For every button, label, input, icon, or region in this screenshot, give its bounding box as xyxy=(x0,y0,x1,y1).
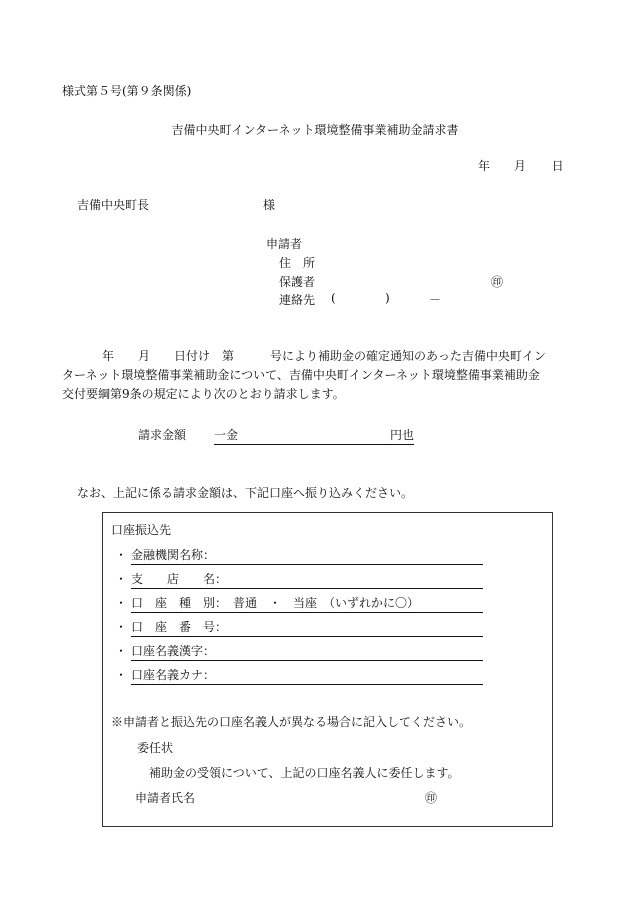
claim-prefix: 一金 xyxy=(214,428,239,442)
branch-field[interactable]: 支 店 名： xyxy=(131,570,483,589)
bullet: ・ xyxy=(115,596,128,610)
account-type-field[interactable]: 口 座 種 別： 普通 ・ 当座 （いずれかに〇） xyxy=(131,594,483,613)
proxy-title: 委任状 xyxy=(137,741,174,755)
applicant-address-row xyxy=(279,254,315,271)
contact-label: 連絡先 xyxy=(279,293,316,307)
bullet: ・ xyxy=(115,548,128,562)
date-line xyxy=(478,157,564,174)
bank-row-holder-kana xyxy=(115,666,216,683)
date-month: 月 xyxy=(513,159,526,173)
bullet: ・ xyxy=(115,572,128,586)
addressee-name: 吉備中央町長 xyxy=(77,198,150,212)
address-label: 住 所 xyxy=(279,256,316,270)
addressee xyxy=(77,196,276,213)
applicant-contact-row xyxy=(279,291,442,308)
body-line-1: 年 月 日付け 第 号により補助金の確定通知のあった吉備中央町イン xyxy=(102,349,546,363)
transfer-notice: なお、上記に係る請求金額は、下記口座へ振り込みください。 xyxy=(77,486,414,500)
body-line-3: 交付要綱第9条の規定により次のとおり請求します。 xyxy=(62,387,345,401)
bullet: ・ xyxy=(115,668,128,682)
claim-amount-row xyxy=(138,426,414,443)
date-day: 日 xyxy=(551,159,564,173)
account-number-field[interactable]: 口 座 番 号： xyxy=(131,618,483,637)
holder-note: ※申請者と振込先の口座名義人が異なる場合に記入してください。 xyxy=(111,715,472,729)
applicant-label: 申請者 xyxy=(266,237,303,251)
signer-row xyxy=(135,789,438,806)
bank-row-institution xyxy=(115,546,216,563)
bank-transfer-box xyxy=(102,512,553,827)
form-number: 様式第５号(第９条関係) xyxy=(62,84,192,98)
guardian-label: 保護者 xyxy=(279,275,316,289)
institution-field[interactable]: 金融機関名称： xyxy=(131,546,483,565)
guardian-seal-mark: ㊞ xyxy=(491,275,504,289)
claim-suffix: 円也 xyxy=(389,428,414,442)
claim-label: 請求金額 xyxy=(138,428,187,442)
bank-row-account-number xyxy=(115,618,228,635)
bank-header: 口座振込先 xyxy=(111,523,172,537)
signer-label: 申請者氏名 xyxy=(135,791,196,805)
contact-dash: － xyxy=(429,293,442,307)
contact-open-paren: ( xyxy=(331,291,336,305)
applicant-guardian-row xyxy=(279,273,504,290)
bullet: ・ xyxy=(115,620,128,634)
claim-amount-field[interactable] xyxy=(214,426,414,445)
document-title: 吉備中央町インターネット環境整備事業補助金請求書 xyxy=(171,123,459,137)
bank-row-account-type xyxy=(115,594,420,611)
proxy-text: 補助金の受領について、上記の口座名義人に委任します。 xyxy=(149,766,460,780)
bank-row-holder-kanji xyxy=(115,642,216,659)
holder-kanji-field[interactable]: 口座名義漢字： xyxy=(131,642,483,661)
bullet: ・ xyxy=(115,644,128,658)
body-line-2: ターネット環境整備事業補助金について、吉備中央町インターネット環境整備事業補助金 xyxy=(62,368,540,382)
holder-kana-field[interactable]: 口座名義カナ： xyxy=(131,666,483,685)
contact-close-paren: ) xyxy=(385,291,390,305)
bank-row-branch xyxy=(115,570,228,587)
date-year: 年 xyxy=(478,159,491,173)
signer-seal-mark: ㊞ xyxy=(425,791,438,805)
addressee-honorific: 様 xyxy=(263,198,276,212)
request-body xyxy=(62,347,584,404)
